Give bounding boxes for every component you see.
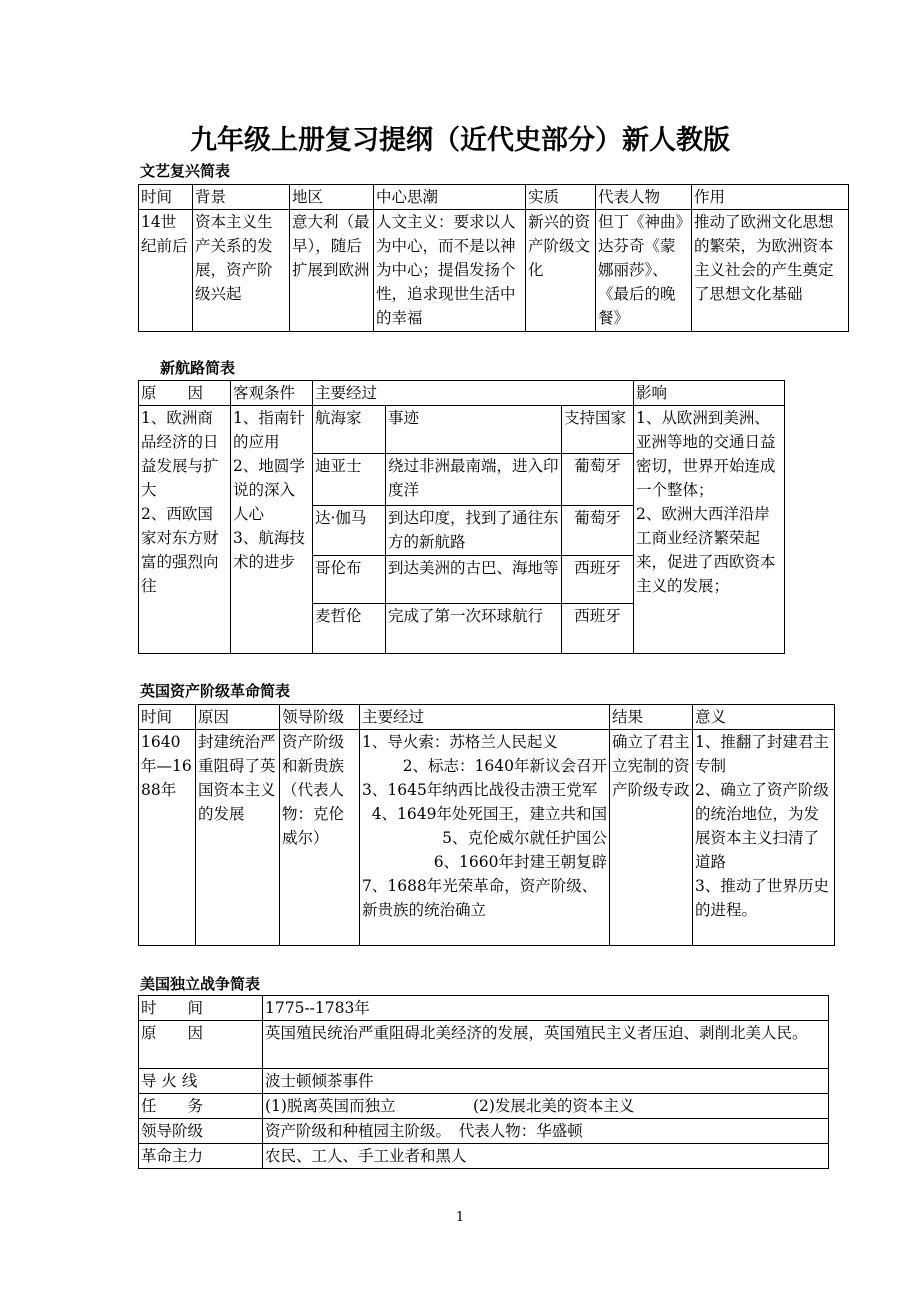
routes-heading: 新航路简表 bbox=[160, 359, 236, 377]
subheader-cell: 事迹 bbox=[386, 406, 562, 454]
header-cell: 客观条件 bbox=[231, 381, 313, 406]
header-cell: 作用 bbox=[692, 185, 849, 210]
header-cell: 代表人物 bbox=[596, 185, 692, 210]
header-cell: 原 因 bbox=[139, 381, 231, 406]
cell-essence: 新兴的资产阶级文化 bbox=[526, 210, 596, 332]
subheader-cell: 航海家 bbox=[313, 406, 386, 454]
cell-navigator: 达·伽马 bbox=[313, 506, 386, 556]
row-label: 革命主力 bbox=[139, 1144, 263, 1169]
cell-background: 资本主义生产关系的发展，资产阶级兴起 bbox=[193, 210, 290, 332]
cell-deed: 完成了第一次环球航行 bbox=[386, 604, 562, 654]
header-cell: 主要经过 bbox=[360, 705, 610, 730]
row-value: 1775--1783年 bbox=[263, 996, 829, 1021]
table-row bbox=[139, 1069, 829, 1094]
cell-country: 葡萄牙 bbox=[562, 506, 634, 556]
row-label: 任 务 bbox=[139, 1094, 263, 1119]
cell-navigator: 迪亚士 bbox=[313, 454, 386, 506]
process-item: 3、1645年纳西比战役击溃王党军 bbox=[362, 781, 598, 799]
table-row bbox=[139, 1021, 829, 1069]
table-row bbox=[139, 210, 849, 332]
significance-item: 3、推动了世界历史的进程。 bbox=[695, 877, 829, 919]
cell-time: 1640年—1688年 bbox=[139, 730, 196, 946]
row-value: 资产阶级和种植园主阶级。 代表人物：华盛顿 bbox=[263, 1119, 829, 1144]
process-item: 6、1660年封建王朝复辟 bbox=[433, 853, 607, 871]
cell-deed: 绕过非洲最南端，进入印度洋 bbox=[386, 454, 562, 506]
page-title: 九年级上册复习提纲（近代史部分）新人教版 bbox=[190, 125, 730, 156]
cell-cause: 1、欧洲商品经济的日益发展与扩大 2、西欧国家对东方财富的强烈向往 bbox=[139, 406, 231, 654]
english-table bbox=[138, 704, 835, 946]
cell-leader: 资产阶级和新贵族（代表人物：克伦威尔） bbox=[280, 730, 360, 946]
row-label: 导 火 线 bbox=[139, 1069, 263, 1094]
process-item: 1、导火索：苏格兰人民起义 bbox=[362, 733, 558, 751]
cell-effect: 推动了欧洲文化思想的繁荣，为欧洲资本主义社会的产生奠定了思想文化基础 bbox=[692, 210, 849, 332]
cell-country: 葡萄牙 bbox=[562, 454, 634, 506]
cell-result: 确立了君主立宪制的资产阶级专政 bbox=[610, 730, 693, 946]
table-row bbox=[139, 1119, 829, 1144]
table-row bbox=[139, 1144, 829, 1169]
cell-navigator: 哥伦布 bbox=[313, 556, 386, 604]
header-cell: 意义 bbox=[693, 705, 835, 730]
header-cell: 背景 bbox=[193, 185, 290, 210]
cell-process bbox=[360, 730, 610, 946]
process-item: 2、标志：1640年新议会召开 bbox=[402, 757, 607, 775]
cell-time: 14世纪前后 bbox=[139, 210, 193, 332]
row-label: 原 因 bbox=[139, 1021, 263, 1069]
process-item: 5、克伦威尔就任护国公 bbox=[442, 829, 607, 847]
table-row bbox=[139, 1094, 829, 1119]
table-row bbox=[139, 406, 785, 454]
table-header-row bbox=[139, 185, 849, 210]
table-row bbox=[139, 996, 829, 1021]
cell-country: 西班牙 bbox=[562, 556, 634, 604]
header-cell: 时间 bbox=[139, 705, 196, 730]
renaissance-table bbox=[138, 184, 849, 332]
header-cell: 实质 bbox=[526, 185, 596, 210]
cell-impact: 1、从欧洲到美洲、亚洲等地的交通日益密切，世界开始连成一个整体； 2、欧洲大西洋沿岸工商业经济繁荣起来，促进了西欧资本主义的发展； bbox=[634, 406, 785, 654]
american-table bbox=[138, 995, 829, 1169]
table-header-row bbox=[139, 381, 785, 406]
cell-country: 西班牙 bbox=[562, 604, 634, 654]
header-cell: 影响 bbox=[634, 381, 785, 406]
cell-figures: 但丁《神曲》达芬奇《蒙娜丽莎》、《最后的晚餐》 bbox=[596, 210, 692, 332]
routes-table bbox=[138, 380, 785, 654]
row-value: 波士顿倾茶事件 bbox=[263, 1069, 829, 1094]
significance-item: 1、推翻了封建君主专制 bbox=[695, 733, 829, 775]
english-heading: 英国资产阶级革命简表 bbox=[140, 682, 291, 700]
table-header-row bbox=[139, 705, 835, 730]
cell-cause: 封建统治严重阻碍了英国资本主义的发展 bbox=[196, 730, 280, 946]
renaissance-heading: 文艺复兴简表 bbox=[140, 162, 231, 180]
american-heading: 美国独立战争简表 bbox=[140, 975, 261, 993]
header-cell: 结果 bbox=[610, 705, 693, 730]
cell-region: 意大利（最早），随后扩展到欧洲 bbox=[290, 210, 374, 332]
process-item: 7、1688年光荣革命，资产阶级、新贵族的统治确立 bbox=[362, 877, 598, 919]
cell-significance bbox=[693, 730, 835, 946]
row-value: 英国殖民统治严重阻碍北美经济的发展，英国殖民主义者压迫、剥削北美人民。 bbox=[263, 1021, 829, 1069]
subheader-cell: 支持国家 bbox=[562, 406, 634, 454]
row-label: 领导阶级 bbox=[139, 1119, 263, 1144]
significance-item: 2、确立了资产阶级的统治地位，为发展资本主义扫清了道路 bbox=[695, 781, 829, 871]
header-cell: 原因 bbox=[196, 705, 280, 730]
cell-thought: 人文主义：要求以人为中心，而不是以神为中心；提倡发扬个性，追求现世生活中的幸福 bbox=[374, 210, 526, 332]
cell-deed: 到达美洲的古巴、海地等 bbox=[386, 556, 562, 604]
header-cell: 中心思潮 bbox=[374, 185, 526, 210]
header-cell: 地区 bbox=[290, 185, 374, 210]
cell-navigator: 麦哲伦 bbox=[313, 604, 386, 654]
table-row bbox=[139, 730, 835, 946]
cell-conditions: 1、指南针的应用 2、地圆学说的深入人心 3、航海技术的进步 bbox=[231, 406, 313, 654]
header-cell: 主要经过 bbox=[313, 381, 634, 406]
row-label: 时 间 bbox=[139, 996, 263, 1021]
page-number: 1 bbox=[455, 1210, 465, 1225]
row-value: (1)脱离英国而独立 (2)发展北美的资本主义 bbox=[263, 1094, 829, 1119]
cell-deed: 到达印度，找到了通往东方的新航路 bbox=[386, 506, 562, 556]
header-cell: 领导阶级 bbox=[280, 705, 360, 730]
row-value: 农民、工人、手工业者和黑人 bbox=[263, 1144, 829, 1169]
process-item: 4、1649年处死国王，建立共和国 bbox=[371, 805, 607, 823]
header-cell: 时间 bbox=[139, 185, 193, 210]
